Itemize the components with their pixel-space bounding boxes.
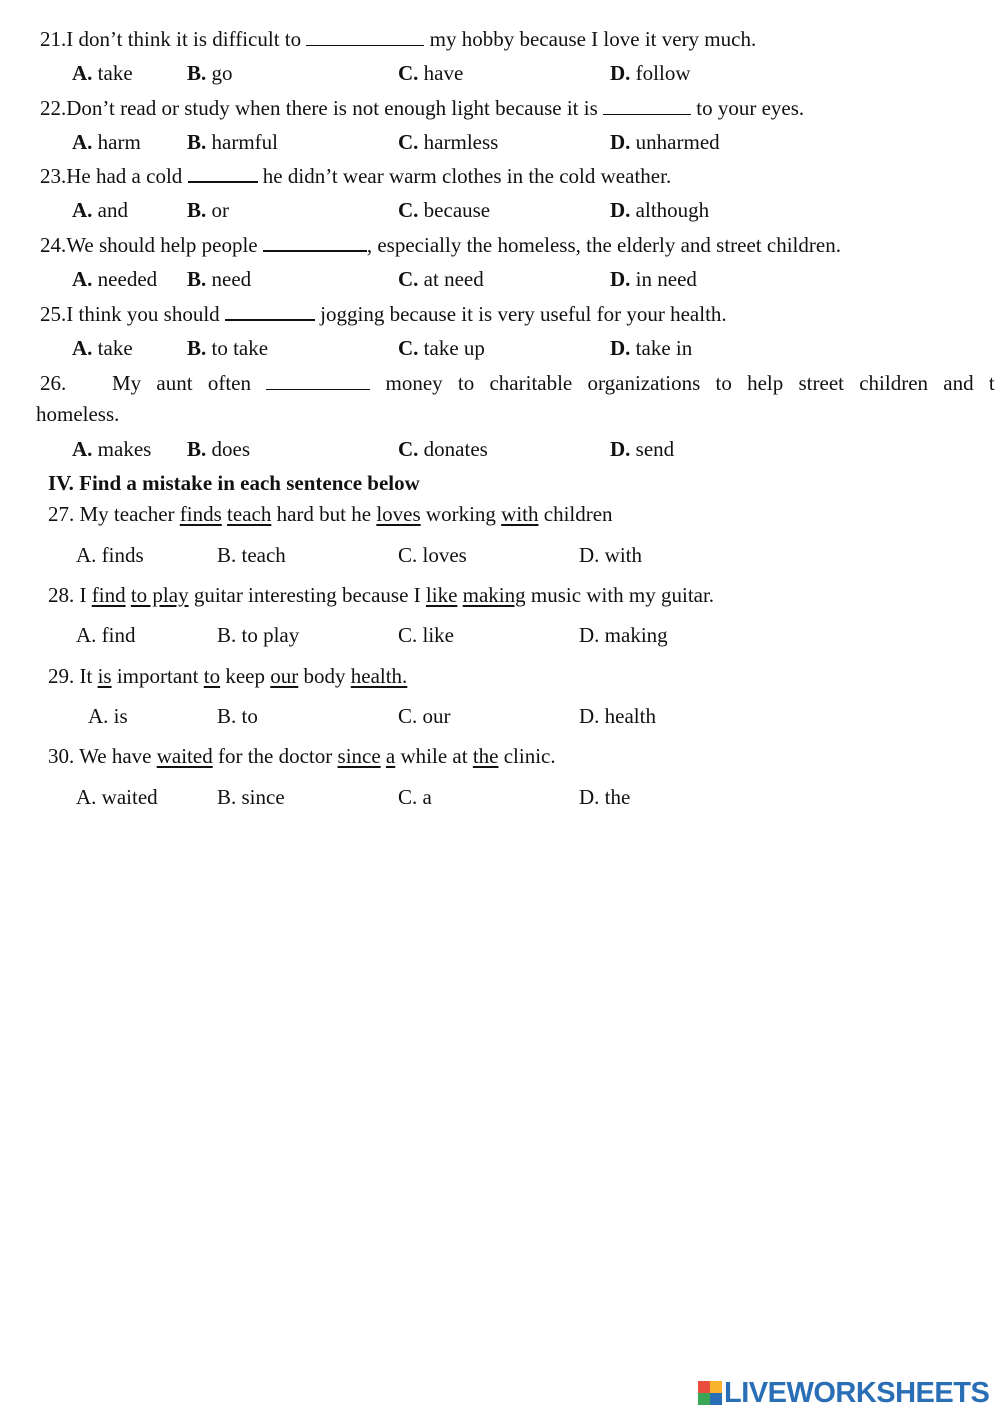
question-26: 26. My aunt often money to charitable organizations to help street children and t — [40, 371, 995, 395]
option-d: D. follow — [610, 61, 691, 85]
option-a: A. harm — [72, 130, 141, 154]
option-c: C. harmless — [398, 130, 499, 154]
option-d: D. with — [579, 543, 642, 567]
option-a: A. is — [88, 704, 128, 728]
answer-blank — [263, 232, 367, 252]
option-a: A. and — [72, 198, 128, 222]
option-d: D. although — [610, 198, 710, 222]
option-d: D. health — [579, 704, 656, 728]
option-c: C. because — [398, 198, 491, 222]
answer-blank — [225, 301, 315, 321]
option-b: B. to play — [217, 623, 300, 647]
option-b: B. teach — [217, 543, 286, 567]
option-d: D. take in — [610, 336, 693, 360]
option-c: C. loves — [398, 543, 467, 567]
option-b: B. to — [217, 704, 258, 728]
mistake-question-27: 27. My teacher finds teach hard but he loves working with children — [48, 502, 613, 526]
liveworksheets-logo-text: LIVEWORKSHEETS — [724, 1376, 990, 1409]
option-b: B. or — [187, 198, 230, 222]
question-22: 22.Don’t read or study when there is not enough light because it is to your eyes. — [40, 96, 805, 120]
option-c: C. at need — [398, 267, 484, 291]
mistake-question-30: 30. We have waited for the doctor since a while at the clinic. — [48, 744, 556, 768]
option-c: C. a — [398, 785, 432, 809]
option-d: D. send — [610, 437, 675, 461]
answer-blank — [266, 371, 370, 390]
option-d: D. making — [579, 623, 668, 647]
answer-blank — [603, 96, 691, 115]
section-heading: IV. Find a mistake in each sentence below — [48, 471, 420, 495]
option-b: B. to take — [187, 336, 269, 360]
answer-blank — [188, 163, 258, 183]
option-b: B. harmful — [187, 130, 278, 154]
option-c: C. take up — [398, 336, 485, 360]
option-c: C. donates — [398, 437, 488, 461]
question-24: 24.We should help people , especially the homeless, the elderly and street children. — [40, 233, 841, 257]
option-c: C. have — [398, 61, 464, 85]
option-d: D. the — [579, 785, 631, 809]
option-b: B. need — [187, 267, 252, 291]
option-c: C. like — [398, 623, 454, 647]
question-26-continuation: homeless. — [36, 402, 120, 426]
question-21: 21.I don’t think it is difficult to my hobby because I love it very much. — [40, 27, 757, 51]
option-a: A. take — [72, 336, 133, 360]
option-b: B. does — [187, 437, 251, 461]
mistake-question-28: 28. I find to play guitar interesting because I like making music with my guitar. — [48, 583, 715, 607]
option-a: A. waited — [76, 785, 158, 809]
question-25: 25.I think you should jogging because it is very useful for your health. — [40, 302, 727, 326]
option-d: D. in need — [610, 267, 697, 291]
mistake-question-29: 29. It is important to keep our body health. — [48, 664, 408, 688]
option-c: C. our — [398, 704, 451, 728]
liveworksheets-logo-icon — [698, 1381, 722, 1405]
option-a: A. find — [76, 623, 136, 647]
answer-blank — [306, 27, 424, 46]
option-b: B. since — [217, 785, 285, 809]
question-23: 23.He had a cold he didn’t wear warm clothes in the cold weather. — [40, 164, 672, 188]
option-a: A. finds — [76, 543, 144, 567]
liveworksheets-logo — [698, 1378, 989, 1408]
option-d: D. unharmed — [610, 130, 720, 154]
option-a: A. needed — [72, 267, 158, 291]
option-a: A. makes — [72, 437, 152, 461]
option-a: A. take — [72, 61, 133, 85]
option-b: B. go — [187, 61, 233, 85]
